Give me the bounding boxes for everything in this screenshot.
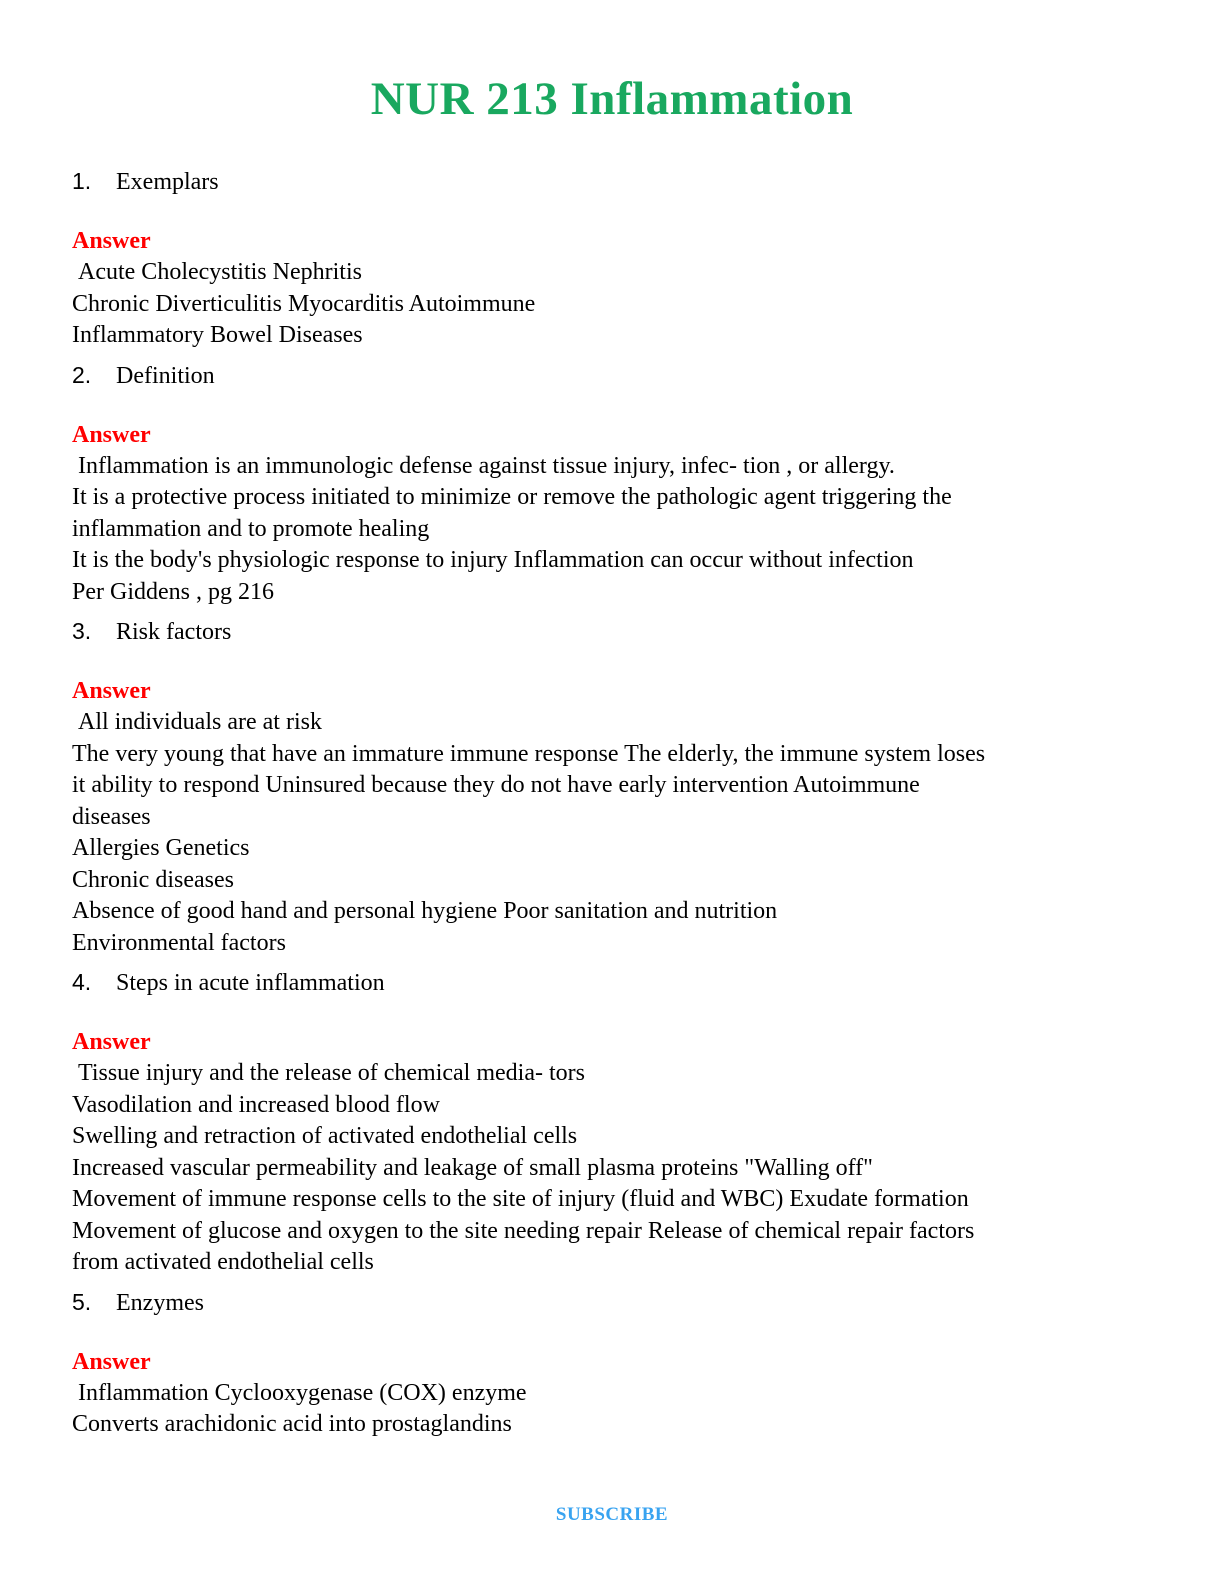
question-text: Enzymes xyxy=(116,1289,204,1316)
answer-line: All individuals are at risk xyxy=(72,709,322,735)
subscribe-link[interactable]: SUBSCRIBE xyxy=(555,1504,669,1525)
answer-line: inflammation and to promote healing xyxy=(72,515,430,542)
question-number: 5. xyxy=(72,1288,92,1315)
question-number: 2. xyxy=(72,361,92,388)
question-text: Steps in acute inflammation xyxy=(116,970,385,996)
question-text: Risk factors xyxy=(116,619,232,645)
page-footer xyxy=(0,1504,1224,1526)
answer-line: Inflammation is an immunologic defense against tissue injury, infec- tion , or allergy. xyxy=(72,452,895,479)
answer-line: Absence of good hand and personal hygiene Poor sanitation and nutrition xyxy=(72,898,778,924)
qa-block xyxy=(72,1289,1152,1441)
answer-lines xyxy=(72,1058,1152,1279)
question-row xyxy=(72,362,1152,390)
answer-line: It is a protective process initiated to minimize or remove the pathologic agent triggering the xyxy=(72,484,952,510)
question-number: 3. xyxy=(72,618,92,644)
answer-line: The very young that have an immature immune response The elderly, the immune system loses xyxy=(72,740,986,767)
answer-line: Chronic diseases xyxy=(72,866,234,893)
answer-line: Environmental factors xyxy=(72,929,286,956)
answer-line: it ability to respond Uninsured because they do not have early intervention Autoimmune xyxy=(72,772,920,798)
qa-block xyxy=(72,969,1152,1279)
answer-label: Answer xyxy=(72,421,151,448)
answer-line: Acute Cholecystitis Nephritis xyxy=(72,259,362,285)
answer-line: Converts arachidonic acid into prostaglandins xyxy=(72,1411,512,1437)
answer-line: Movement of glucose and oxygen to the site needing repair Release of chemical repair factors xyxy=(72,1217,975,1244)
question-row xyxy=(72,1289,1152,1317)
answer-line: Chronic Diverticulitis Myocarditis Autoimmune xyxy=(72,290,536,317)
answer-line: Increased vascular permeability and leakage of small plasma proteins "Walling off" xyxy=(72,1154,873,1181)
qa-block xyxy=(72,168,1152,352)
qa-block xyxy=(72,618,1152,959)
page-title: NUR 213 Inflammation xyxy=(370,73,854,125)
question-number: 1. xyxy=(72,168,92,194)
question-number: 4. xyxy=(72,969,92,995)
answer-line: Movement of immune response cells to the site of injury (fluid and WBC) Exudate formation xyxy=(72,1186,969,1212)
answer-line: Vasodilation and increased blood flow xyxy=(72,1091,440,1118)
question-row xyxy=(72,618,1152,646)
answer-lines xyxy=(72,451,1152,609)
qa-block xyxy=(72,362,1152,609)
answer-lines xyxy=(72,707,1152,959)
qa-list xyxy=(0,168,1224,1441)
question-row xyxy=(72,168,1152,196)
answer-line: Inflammation Cyclooxygenase (COX) enzyme xyxy=(72,1379,527,1406)
answer-line: Allergies Genetics xyxy=(72,835,250,861)
answer-label: Answer xyxy=(72,228,151,254)
answer-lines xyxy=(72,257,1152,352)
answer-lines xyxy=(72,1378,1152,1441)
question-text: Exemplars xyxy=(116,169,219,195)
question-row xyxy=(72,969,1152,997)
answer-label: Answer xyxy=(72,1029,151,1055)
question-text: Definition xyxy=(116,362,215,389)
answer-line: Swelling and retraction of activated endothelial cells xyxy=(72,1123,578,1149)
answer-line: Tissue injury and the release of chemical media- tors xyxy=(72,1060,585,1086)
answer-label: Answer xyxy=(72,1348,151,1375)
answer-line: Per Giddens , pg 216 xyxy=(72,578,274,605)
answer-line: from activated endothelial cells xyxy=(72,1249,374,1275)
answer-label: Answer xyxy=(72,678,151,704)
answer-line: It is the body's physiologic response to injury Inflammation can occur without infection xyxy=(72,547,914,573)
answer-line: Inflammatory Bowel Diseases xyxy=(72,322,363,348)
answer-line: diseases xyxy=(72,803,151,830)
